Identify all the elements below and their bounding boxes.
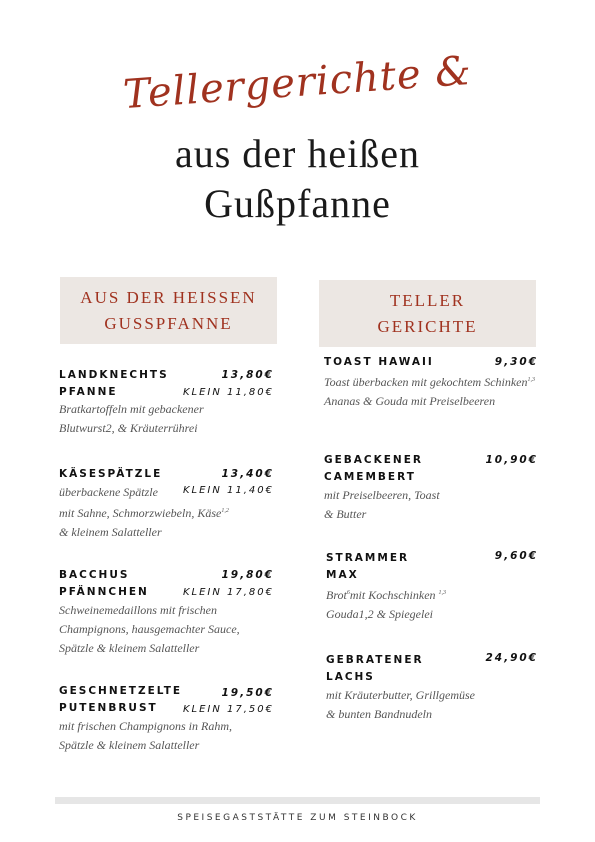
name-line: PUTENBRUST <box>59 702 158 714</box>
desc-footnote: 1,2 <box>221 508 229 514</box>
desc-line: & Butter <box>324 507 367 521</box>
menu-item-description <box>324 371 538 411</box>
page-title-line-2: Gußpfanne <box>204 181 391 226</box>
menu-item-geschnetzelte-putenbrust <box>59 683 274 755</box>
desc-line: mit Preiselbeeren, Toast <box>324 488 440 502</box>
menu-item-landknechts-pfanne <box>59 367 274 438</box>
section-heading-gusspfanne <box>60 277 277 344</box>
desc-line <box>59 502 274 523</box>
menu-item-description <box>59 601 274 658</box>
desc-text: Toast überbacken mit gekochtem Schinken <box>324 375 528 389</box>
desc-footnote: 6 <box>346 590 350 596</box>
desc-line <box>326 584 538 605</box>
menu-item-description <box>59 717 274 755</box>
name-line: LACHS <box>326 671 375 683</box>
name-line: KÄSESPÄTZLE <box>59 468 163 480</box>
menu-item-small-price: KLEIN 17,50€ <box>182 704 274 715</box>
section-heading-line: GERICHTE <box>377 317 478 336</box>
menu-item-price: 10,90€ <box>485 454 538 466</box>
menu-item-small-price: KLEIN 11,80€ <box>182 387 274 398</box>
desc-text: Brot <box>326 588 347 602</box>
desc-line: Schweinemedaillons mit frischen <box>59 603 217 617</box>
menu-item-small-price: KLEIN 17,80€ <box>182 587 274 598</box>
menu-item-description <box>326 686 538 724</box>
desc-line: Spätzle & kleinem Salatteller <box>59 738 200 752</box>
desc-text: mit Sahne, Schmorzwiebeln, Käse <box>59 506 222 520</box>
name-line: CAMEMBERT <box>324 471 416 483</box>
menu-item-toast-hawaii <box>324 354 538 411</box>
menu-item-description <box>59 400 274 438</box>
desc-line: mit Kräuterbutter, Grillgemüse <box>326 688 475 702</box>
desc-line: Spätzle & kleinem Salatteller <box>59 641 200 655</box>
menu-item-kaesespaetzle <box>59 466 274 542</box>
menu-item-small-price: KLEIN 11,40€ <box>182 485 274 496</box>
section-heading-tellergerichte <box>319 280 536 347</box>
section-heading-line: GUSSPFANNE <box>104 314 233 333</box>
menu-item-price: 13,40€ <box>221 468 274 480</box>
name-line: TOAST HAWAII <box>324 356 434 368</box>
menu-item-price: 9,60€ <box>494 550 538 562</box>
desc-line: & kleinem Salatteller <box>59 525 162 539</box>
desc-line: Ananas & Gouda mit Preiselbeeren <box>324 394 496 408</box>
desc-footnote: 1,3 <box>527 377 536 383</box>
section-heading-line: TELLER <box>389 291 466 310</box>
menu-item-strammer-max <box>326 550 538 624</box>
footer-divider <box>55 797 540 804</box>
name-line: GEBRATENER <box>326 654 424 666</box>
menu-item-bacchus-pfaennchen <box>59 567 274 658</box>
menu-item-price: 24,90€ <box>485 652 538 664</box>
desc-line: Champignons, hausgemachter Sauce, <box>59 622 240 636</box>
menu-item-price: 9,30€ <box>494 356 538 368</box>
desc-footnote: 1,3 <box>438 590 447 596</box>
desc-line <box>324 371 538 392</box>
menu-item-price: 19,80€ <box>221 569 274 581</box>
script-title: Tellergerichte & <box>121 47 474 119</box>
name-line: STRAMMER <box>326 552 410 564</box>
name-line: GESCHNETZELTE <box>59 685 183 697</box>
menu-item-gebackener-camembert <box>324 452 538 524</box>
desc-line: Bratkartoffeln mit gebackener <box>59 402 204 416</box>
menu-item-price: 13,80€ <box>221 369 274 381</box>
desc-line: Blutwurst2, & Kräuterrührei <box>59 421 198 435</box>
menu-item-description <box>324 486 538 524</box>
name-line: GEBACKENER <box>324 454 423 466</box>
section-heading-line: AUS DER HEISSEN <box>80 288 257 307</box>
page-title-line-1: aus der heißen <box>174 131 420 176</box>
desc-text: mit Kochschinken <box>349 588 439 602</box>
name-line: PFANNE <box>59 386 118 398</box>
desc-line: mit frischen Champignons in Rahm, <box>59 719 232 733</box>
footer-restaurant-name: SPEISEGASTSTÄTTE ZUM STEINBOCK <box>177 813 418 823</box>
desc-line: überbackene Spätzle <box>59 485 158 499</box>
name-line: LANDKNECHTS <box>59 369 169 381</box>
menu-item-gebratener-lachs <box>326 652 538 724</box>
menu-item-description <box>326 584 538 624</box>
name-line: PFÄNNCHEN <box>59 586 149 598</box>
desc-line: & bunten Bandnudeln <box>326 707 432 721</box>
name-line: MAX <box>326 569 359 581</box>
name-line: BACCHUS <box>59 569 130 581</box>
menu-item-price: 19,50€ <box>221 687 274 699</box>
desc-line: Gouda1,2 & Spiegelei <box>326 607 433 621</box>
